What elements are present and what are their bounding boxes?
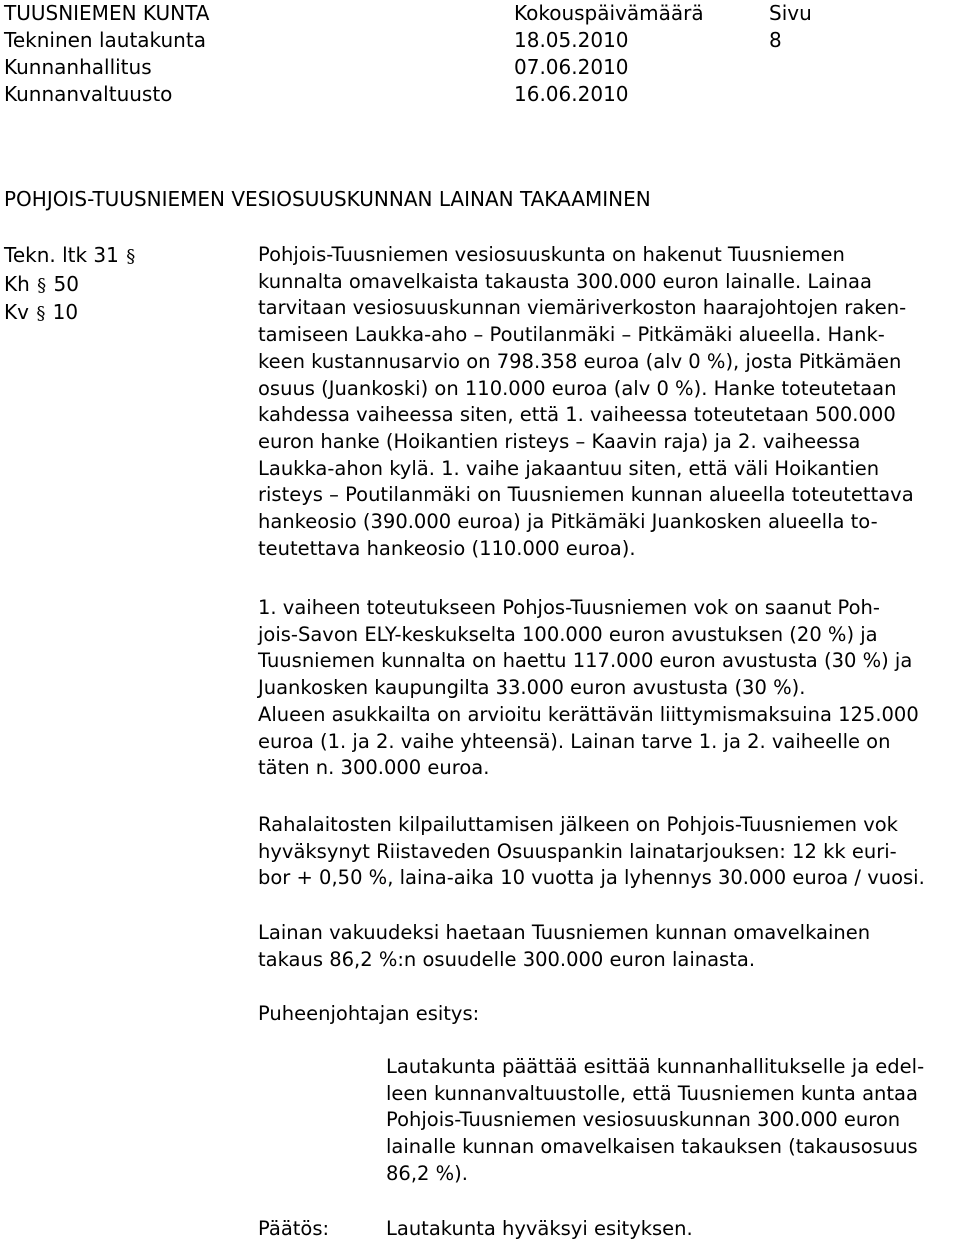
section-sign-icon: § bbox=[36, 303, 46, 325]
date-council: 16.06.2010 bbox=[514, 82, 629, 106]
reference-prefix: Kv bbox=[4, 300, 29, 325]
document-title: POHJOIS-TUUSNIEMEN VESIOSUUSKUNNAN LAINAN TAKAAMINEN bbox=[4, 187, 651, 211]
body-name-board: Kunnanhallitus bbox=[4, 55, 152, 79]
paragraph-loan-offer: Rahalaitosten kilpailuttamisen jälkeen on Pohjois-Tuusniemen vok hyväksynyt Riistaveden Osuuspankin lainatarjouksen: 12 kk euri- bor + 0,50 %, laina-aika 10 vuotta ja lyhennys 30.000 euroa / vuosi. bbox=[258, 813, 925, 890]
reference-council bbox=[4, 299, 136, 328]
section-sign-icon: § bbox=[37, 274, 47, 296]
decision-label: Päätös: bbox=[258, 1217, 330, 1240]
chair-proposal-label: Puheenjohtajan esitys: bbox=[258, 1002, 480, 1025]
body-name-council: Kunnanvaltuusto bbox=[4, 82, 173, 106]
municipality-name: TUUSNIEMEN KUNTA bbox=[4, 1, 210, 25]
body-name-technical: Tekninen lautakunta bbox=[4, 28, 206, 52]
paragraph-background: Pohjois-Tuusniemen vesiosuuskunta on hakenut Tuusniemen kunnalta omavelkaista takausta 300.000 euron lainalle. Lainaa tarvitaan vesiosuuskunnan viemäriverkoston haarajohtojen raken- tamiseen Laukka-aho – Poutilanmäki – Pitkämäki alueella. Hank- keen kustannusarvio on 798.358 euroa (alv 0 %), josta Pitkämäen osuus (Juankoski) on 110.000 euroa (alv 0 %). Hanke toteutetaan kahdessa vaiheessa siten, että 1. vaiheessa toteutetaan 500.000 euron hanke (Hoikantien risteys – Kaavin raja) ja 2. vaiheessa Laukka-ahon kylä. 1. vaihe jakaantuu siten, että väli Hoikantien risteys – Poutilanmäki on Tuusniemen kunnan alueella toteutettava hankeosio (390.000 euroa) ja Pitkämäki Juankosken alueella to- teutettava hankeosio (110.000 euroa). bbox=[258, 243, 914, 560]
reference-board bbox=[4, 271, 136, 300]
reference-prefix: Kh bbox=[4, 271, 30, 296]
decision-text: Lautakunta hyväksyi esityksen. bbox=[386, 1217, 693, 1240]
meeting-date-label: Kokouspäivämäärä bbox=[514, 1, 704, 25]
date-board: 07.06.2010 bbox=[514, 55, 629, 79]
section-references bbox=[4, 242, 136, 328]
reference-prefix: Tekn. ltk 31 bbox=[4, 243, 119, 267]
reference-number: 10 bbox=[52, 300, 79, 325]
date-technical: 18.05.2010 bbox=[514, 28, 629, 52]
reference-technical bbox=[4, 242, 136, 271]
paragraph-guarantee: Lainan vakuudeksi haetaan Tuusniemen kunnan omavelkainen takaus 86,2 %:n osuudelle 300.000 euron lainasta. bbox=[258, 921, 871, 971]
reference-number: 50 bbox=[53, 271, 79, 296]
section-sign-icon: § bbox=[126, 246, 136, 267]
page-number: 8 bbox=[769, 28, 782, 52]
page-label: Sivu bbox=[769, 1, 812, 25]
chair-proposal-text: Lautakunta päättää esittää kunnanhallitukselle ja edel- leen kunnanvaltuustolle, että Tuusniemen kunta antaa Pohjois-Tuusniemen vesiosuuskunnan 300.000 euron lainalle kunnan omavelkaisen takauksen (takausosuus 86,2 %). bbox=[386, 1055, 925, 1185]
paragraph-funding: 1. vaiheen toteutukseen Pohjos-Tuusniemen vok on saanut Poh- jois-Savon ELY-keskukselta 100.000 euron avustuksen (20 %) ja Tuusniemen kunnalta on haettu 117.000 euron avustusta (30 %) ja Juankosken kaupungilta 33.000 euron avustusta (30 %). Alueen asukkailta on arvioitu kerättävän liittymismaksuina 125.000 euroa (1. ja 2. vaihe yhteensä). Lainan tarve 1. ja 2. vaiheelle on täten n. 300.000 euroa. bbox=[258, 596, 919, 780]
